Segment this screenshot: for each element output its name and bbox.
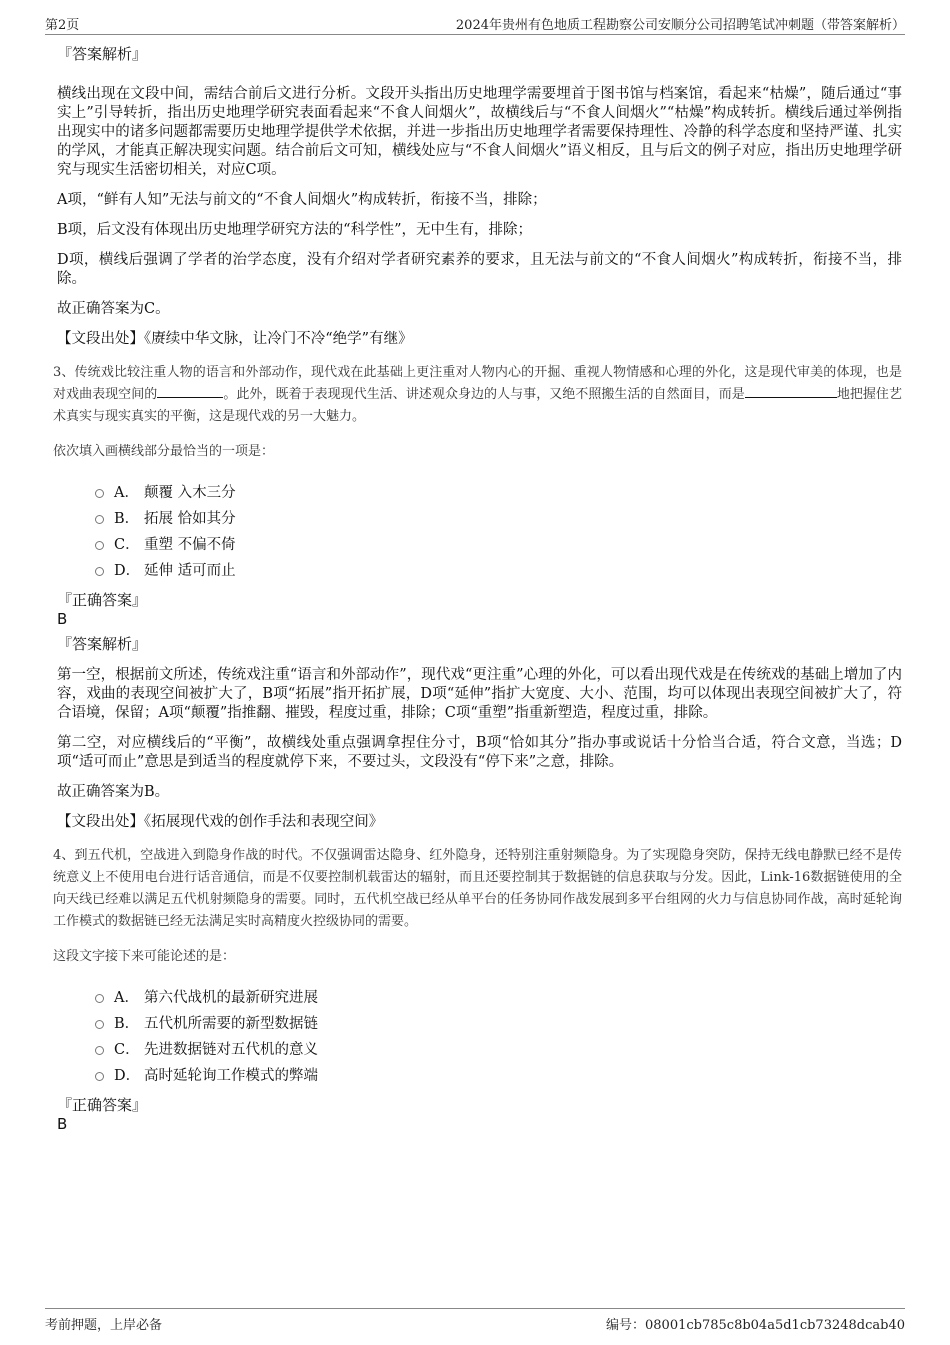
question-3-text: 3、传统戏比较注重人物的语言和外部动作，现代戏在此基础上更注重对人物内心的开掘、重视人物情感和心理的外化，这是现代审美的体现，也是对戏曲表现空间的 。此外，既着于表现现代生活、讲述观众身边的人与事，又绝不照搬生活的自然面目，而是 地把握住艺术真实与现实真实的平衡，这是现代戏的另一大魅力。 (53, 365, 902, 424)
question-4-prompt: 这段文字接下来可能论述的是： (53, 949, 236, 964)
analysis-paragraph: 故正确答案为C。 (57, 301, 170, 317)
radio-icon[interactable] (95, 541, 104, 550)
analysis-paragraph: 第二空，对应横线后的“平衡”，故横线处重点强调拿捏住分寸，B项“恰如其分”指办事或说话十分恰当合适，符合文意，当选；D项“适可而止”意思是到适当的程度就停下来，不要过头，文段没有“停下来”之意，排除。 (57, 735, 902, 770)
source-citation: 【文段出处】《赓续中华文脉，让冷门不冷“绝学”有继》 (57, 331, 413, 347)
analysis-label: 『答案解析』 (57, 635, 148, 653)
page-content (53, 44, 902, 1139)
analysis-paragraph: D项，横线后强调了学者的治学态度，没有介绍对学者研究素养的要求，且无法与前文的“不食人间烟火”构成转折，衔接不当，排除。 (57, 252, 902, 287)
radio-icon[interactable] (95, 489, 104, 498)
page-footer (45, 1308, 905, 1333)
radio-icon[interactable] (95, 1072, 104, 1081)
option-b[interactable]: B． 五代机所需要的新型数据链 (95, 1009, 902, 1035)
correct-answer-label: 『正确答案』 (57, 591, 148, 609)
correct-answer-label: 『正确答案』 (57, 1096, 148, 1114)
document-title: 2024年贵州有色地质工程勘察公司安顺分公司招聘笔试冲刺题（带答案解析） (455, 18, 905, 33)
option-a[interactable]: A． 第六代战机的最新研究进展 (95, 983, 902, 1009)
option-c[interactable]: C． 先进数据链对五代机的意义 (95, 1035, 902, 1061)
source-citation: 【文段出处】《拓展现代戏的创作手法和表现空间》 (57, 814, 384, 830)
option-d[interactable]: D． 延伸 适可而止 (95, 556, 902, 582)
radio-icon[interactable] (95, 994, 104, 1003)
question-4-options (95, 983, 902, 1087)
analysis-paragraph: 故正确答案为B。 (57, 784, 170, 800)
option-a[interactable]: A． 颠覆 入木三分 (95, 478, 902, 504)
analysis-paragraph: B项，后文没有体现出历史地理学研究方法的“科学性”，无中生有，排除； (57, 222, 532, 238)
radio-icon[interactable] (95, 515, 104, 524)
analysis-paragraph: 横线出现在文段中间，需结合前后文进行分析。文段开头指出历史地理学需要埋首于图书馆与档案馆，看起来“枯燥”，随后通过“事实上”引导转折，指出历史地理学研究表面看起来“不食人间烟火”，故横线后与“不食人间烟火”“枯燥”构成转折。横线后通过举例指出现实中的诸多问题都需要历史地理学提供学术依据，并进一步指出历史地理学者需要保持理性、冷静的科学态度和坚持严谨、扎实的学风，才能真正解决现实问题。结合前后文可知，横线处应与“不食人间烟火”语义相反，且与后文的例子对应，指出历史地理学研究与现实生活密切相关，对应C项。 (57, 86, 902, 178)
question-3-prompt: 依次填入画横线部分最恰当的一项是： (53, 444, 275, 459)
blank-2 (745, 385, 837, 398)
option-b[interactable]: B． 拓展 恰如其分 (95, 504, 902, 530)
radio-icon[interactable] (95, 567, 104, 576)
question-3-options (95, 478, 902, 582)
page-number: 第2页 (45, 18, 80, 33)
radio-icon[interactable] (95, 1020, 104, 1029)
page-header (45, 12, 905, 35)
analysis-label: 『答案解析』 (57, 45, 148, 63)
analysis-paragraph: A项，“鲜有人知”无法与前文的“不食人间烟火”构成转折，衔接不当，排除； (57, 192, 547, 208)
correct-answer: B (57, 1115, 68, 1133)
option-d[interactable]: D． 高时延轮询工作模式的弊端 (95, 1061, 902, 1087)
document-code: 编号：08001cb785c8b04a5d1cb73248dcab40 (606, 1318, 905, 1333)
analysis-paragraph: 第一空，根据前文所述，传统戏注重“语言和外部动作”，现代戏“更注重”心理的外化，可以看出现代戏是在传统戏的基础上增加了内容，戏曲的表现空间被扩大了，B项“拓展”指开拓扩展，D项“延伸”指扩大宽度、大小、范围，均可以体现出表现空间被扩大了，符合语境，保留；A项“颠覆”指推翻、摧毁，程度过重，排除；C项“重塑”指重新塑造，程度过重，排除。 (57, 667, 902, 721)
footer-slogan: 考前押题，上岸必备 (45, 1318, 163, 1333)
option-c[interactable]: C． 重塑 不偏不倚 (95, 530, 902, 556)
correct-answer: B (57, 610, 68, 628)
blank-1 (157, 385, 223, 398)
question-4-text: 4、到五代机，空战进入到隐身作战的时代。不仅强调雷达隐身、红外隐身，还特别注重射频隐身。为了实现隐身突防，保持无线电静默已经不是传统意义上不使用电台进行话音通信，而是不仅要控制机载雷达的辐射，而且还要控制其于数据链的信息获取与分发。因此，Link-16数据链使用的全向天线已经难以满足五代机射频隐身的需要。同时，五代机空战已经从单平台的任务协同作战发展到多平台组网的火力与信息协同作战，高时延轮询工作模式的数据链已经无法满足实时高精度火控级协同的需要。 (53, 848, 902, 929)
radio-icon[interactable] (95, 1046, 104, 1055)
